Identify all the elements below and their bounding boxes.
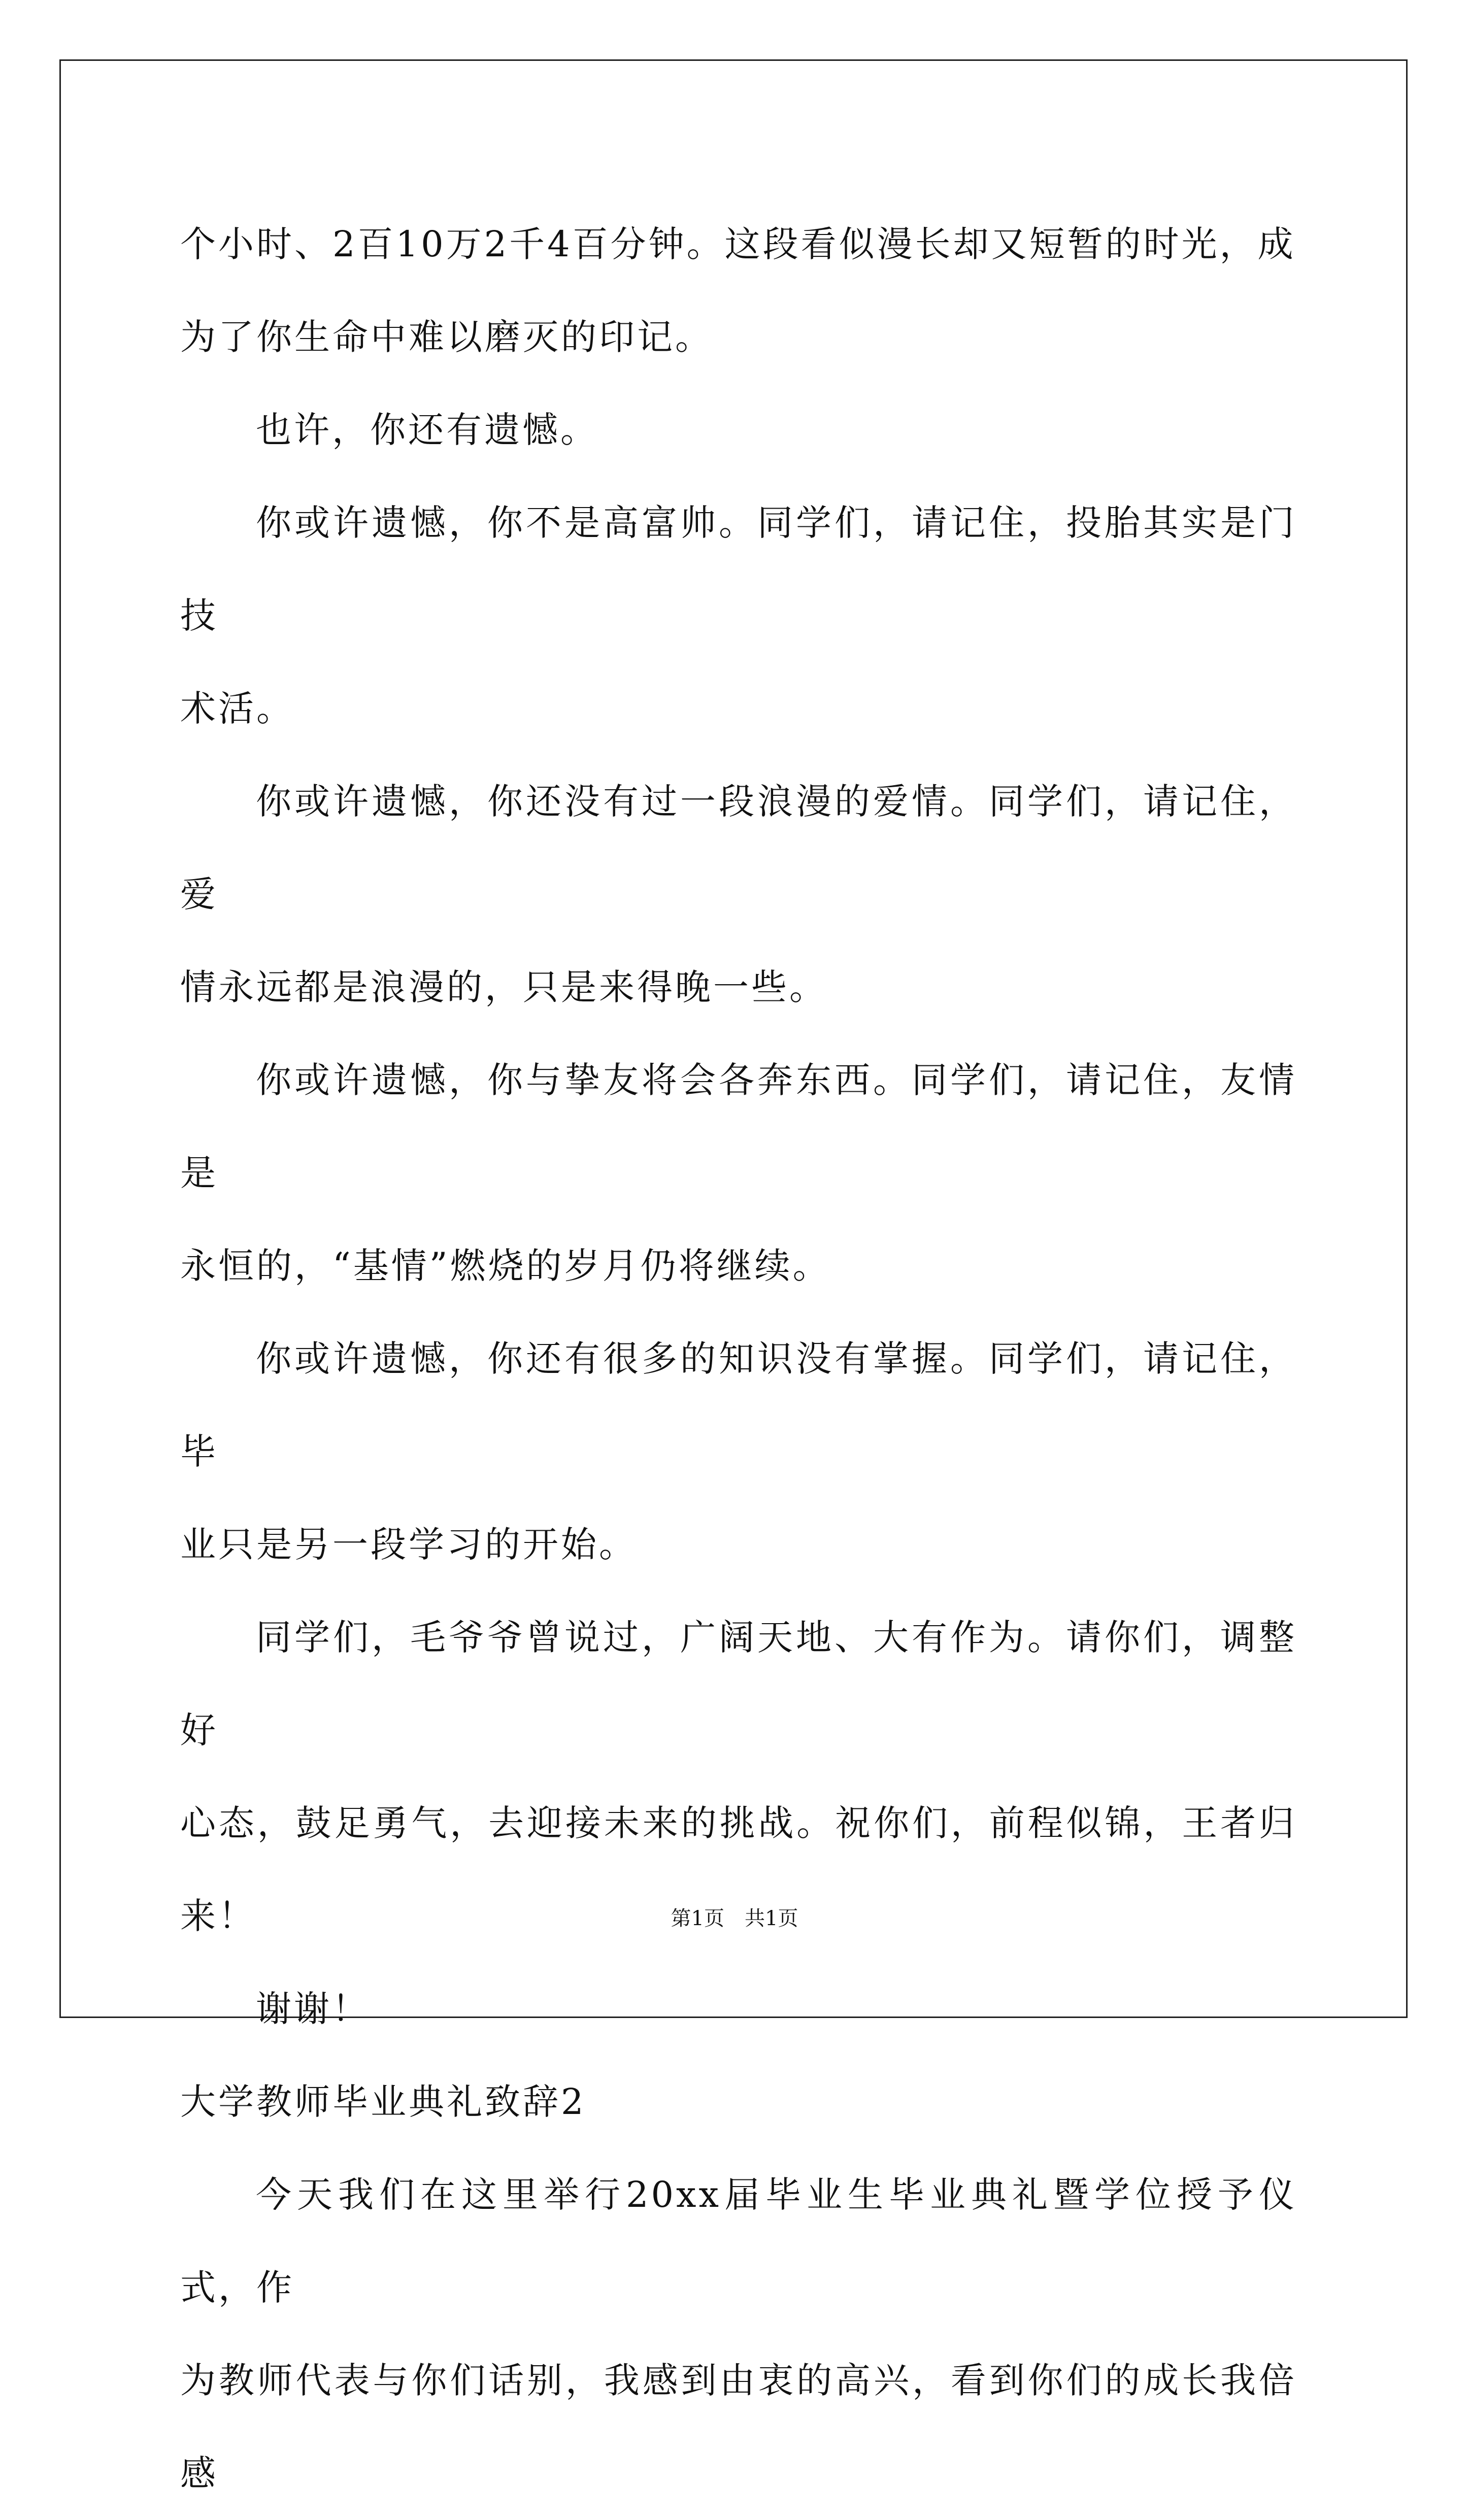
section-heading xyxy=(180,2056,1297,2148)
paragraph xyxy=(180,477,1297,755)
text-line: 谢谢！ xyxy=(256,1988,370,2030)
text-line: 为教师代表与你们话别，我感到由衷的高兴，看到你们的成长我倍感 xyxy=(180,2360,1297,2494)
text-line: 你或许遗憾，你不是高富帅。同学们，请记住，投胎其实是门技 xyxy=(180,502,1297,636)
text-line: 今天我们在这里举行20xx届毕业生毕业典礼暨学位授予仪式，作 xyxy=(180,2174,1297,2308)
text-line: 大学教师毕业典礼致辞2 xyxy=(180,2081,586,2123)
text-line: 同学们，毛爷爷曾说过，广阔天地、大有作为。请你们，调整好 xyxy=(180,1617,1297,1751)
paragraph xyxy=(180,755,1297,1034)
paragraph xyxy=(180,1313,1297,1591)
text-line: 情永远都是浪漫的，只是来得晚一些。 xyxy=(180,966,827,1008)
text-line: 个小时、2百10万2千4百分钟。这段看似漫长却又短暂的时光，成 xyxy=(180,223,1296,265)
paragraph xyxy=(180,1963,1297,2056)
text-line: 为了你生命中难以磨灭的印记。 xyxy=(180,316,713,358)
document-body xyxy=(180,198,1297,2520)
text-line: 永恒的，“基情”燃烧的岁月仍将继续。 xyxy=(180,1245,831,1287)
text-line: 你或许遗憾，你还没有过一段浪漫的爱情。同学们，请记住，爱 xyxy=(180,781,1297,915)
text-line: 心态，鼓足勇气，去迎接未来的挑战。祝你们，前程似锦，王者归来！ xyxy=(180,1802,1297,1937)
page-footer: 第1页 共1页 xyxy=(671,1907,798,1930)
paragraph xyxy=(180,198,1297,384)
text-line: 也许，你还有遗憾。 xyxy=(256,409,598,451)
paragraph xyxy=(180,384,1297,477)
text-line: 业只是另一段学习的开始。 xyxy=(180,1524,637,1565)
text-line: 你或许遗憾，你与挚友将会各奔东西。同学们，请记住，友情是 xyxy=(180,1059,1297,1194)
paragraph xyxy=(180,2148,1297,2520)
text-line: 术活。 xyxy=(180,688,294,729)
text-line: 你或许遗憾，你还有很多的知识没有掌握。同学们，请记住，毕 xyxy=(180,1338,1297,1472)
paragraph xyxy=(180,1034,1297,1313)
